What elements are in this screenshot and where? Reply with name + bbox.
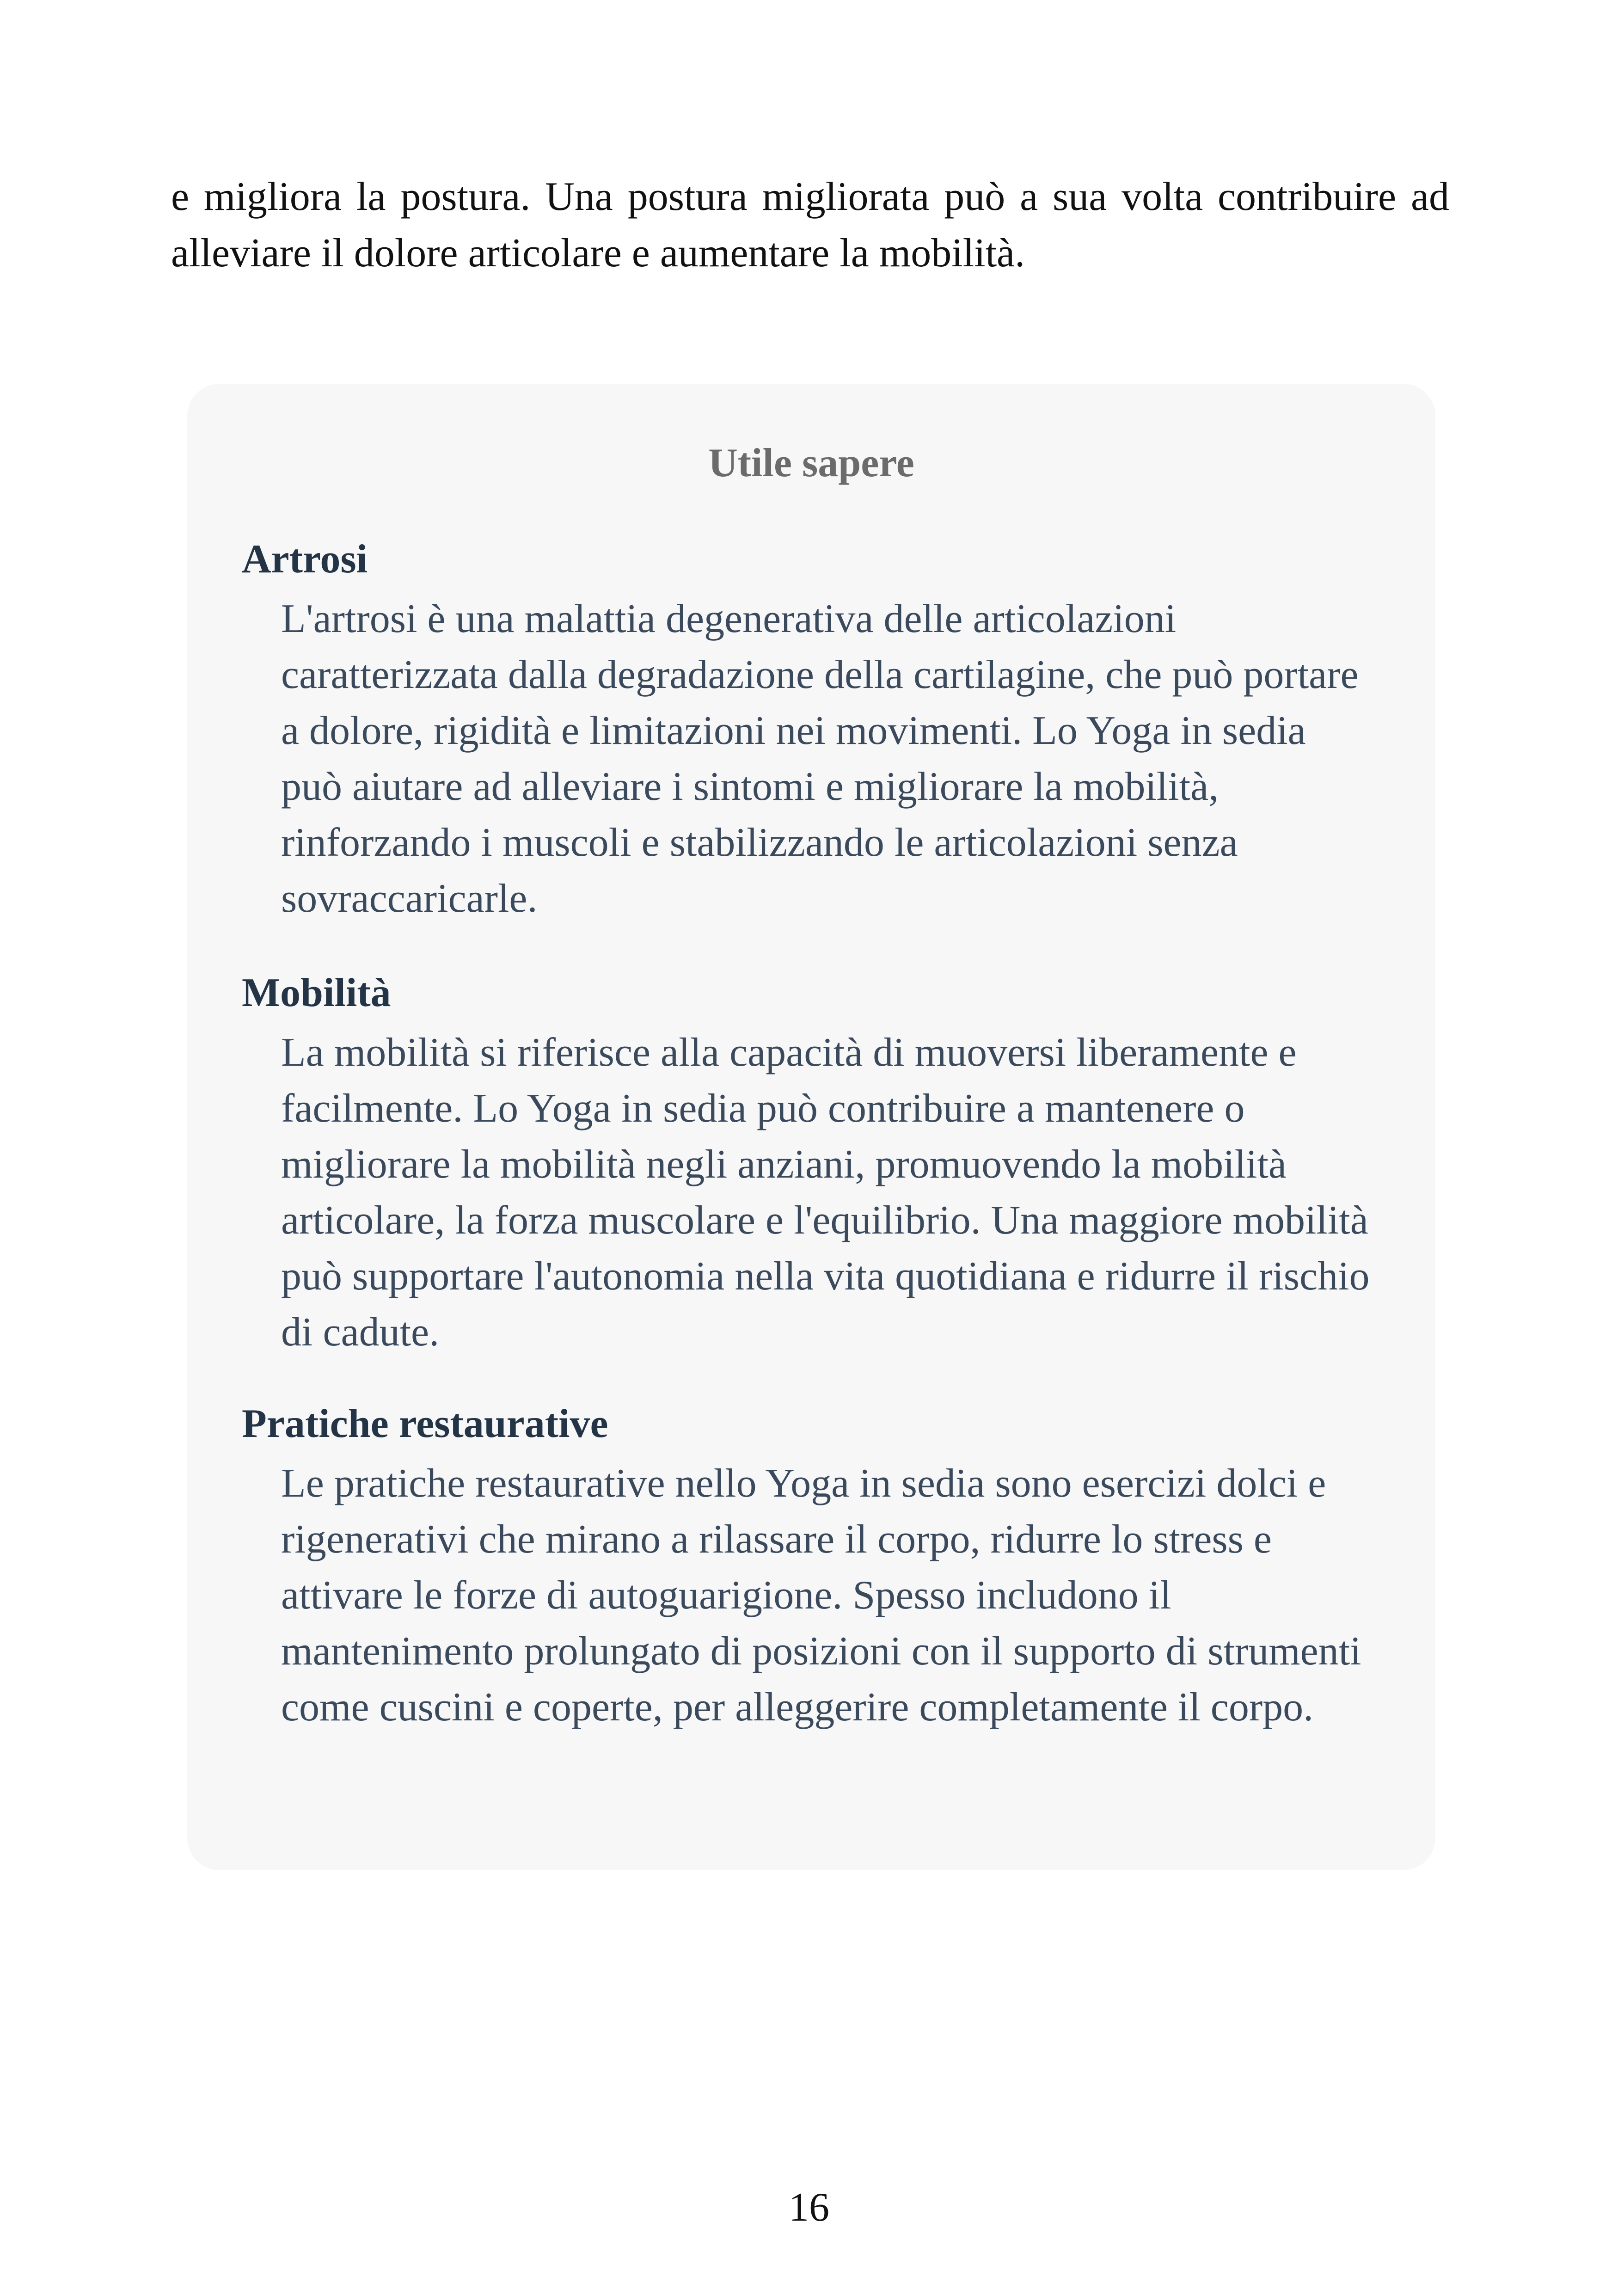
term-name: Pratiche restaurative	[242, 1401, 608, 1446]
info-box-title: Utile sapere	[708, 441, 914, 485]
term-pratiche-restaurative	[242, 1401, 1397, 1735]
term-name: Artrosi	[242, 537, 368, 582]
info-box-utile-sapere	[187, 384, 1435, 1870]
term-name: Mobilità	[242, 970, 391, 1015]
term-definition: L'artrosi è una malattia degenerativa delle articolazioni caratterizzata dalla degradazione della cartilagine, che può portare a dolore, rigidità e limitazioni nei movimenti. Lo Yoga in sedia può aiutare ad alleviare i sintomi e migliorare la mobilità, rinforzando i muscoli e stabilizzando le articolazioni senza sovraccaricarle.	[281, 596, 1359, 921]
term-artrosi	[242, 536, 1397, 927]
page-number: 16	[789, 2185, 829, 2230]
intro-paragraph: e migliora la postura. Una postura migliorata può a sua volta contribuire ad alleviare il dolore articolare e aumentare la mobilità.	[171, 174, 1449, 276]
term-mobilita	[242, 970, 1397, 1360]
term-definition: Le pratiche restaurative nello Yoga in sedia sono esercizi dolci e rigenerativi che mirano a rilassare il corpo, ridurre lo stress e attivare le forze di autoguarigione. Spesso includono il mantenimento prolungato di posizioni con il supporto di strumenti come cuscini e coperte, per alleggerire completamente il corpo.	[281, 1461, 1361, 1730]
term-definition: La mobilità si riferisce alla capacità di muoversi liberamente e facilmente. Lo Yoga in sedia può contribuire a mantenere o migliorare la mobilità negli anziani, promuovendo la mobilità articolare, la forza muscolare e l'equilibrio. Una maggiore mobilità può supportare l'autonomia nella vita quotidiana e ridurre il rischio di cadute.	[281, 1030, 1370, 1355]
